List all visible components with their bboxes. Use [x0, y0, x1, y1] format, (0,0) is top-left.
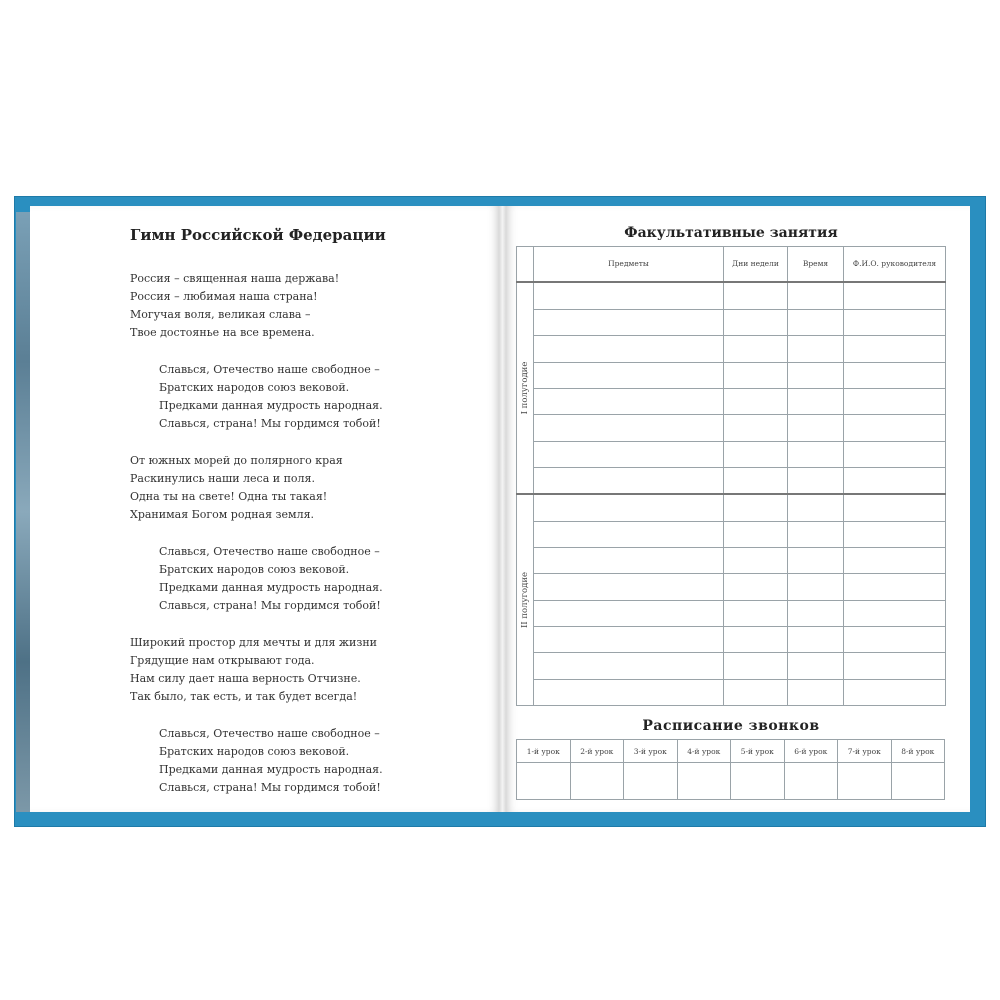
electives-cell[interactable]	[844, 574, 946, 600]
bell-entry-row	[517, 763, 945, 800]
anthem-line: Славься, Отечество наше свободное –	[159, 363, 380, 376]
electives-row	[517, 626, 946, 652]
electives-cell[interactable]	[788, 415, 844, 441]
electives-cell[interactable]	[724, 467, 788, 494]
electives-cell[interactable]	[534, 467, 724, 494]
electives-cell[interactable]	[788, 309, 844, 335]
anthem-line: Братских народов союз вековой.	[159, 381, 350, 394]
electives-cell[interactable]	[534, 600, 724, 626]
half1-label-cell	[517, 282, 534, 494]
lesson-time-cell[interactable]	[624, 763, 678, 800]
electives-cell[interactable]	[788, 574, 844, 600]
notebook-spine	[499, 206, 506, 812]
electives-cell[interactable]	[788, 388, 844, 414]
electives-cell[interactable]	[724, 388, 788, 414]
electives-cell[interactable]	[844, 282, 946, 309]
electives-cell[interactable]	[724, 521, 788, 547]
electives-cell[interactable]	[724, 336, 788, 362]
electives-cell[interactable]	[788, 521, 844, 547]
anthem-line: Грядущие нам открывают года.	[130, 654, 315, 667]
electives-cell[interactable]	[724, 282, 788, 309]
anthem-line: Раскинулись наши леса и поля.	[130, 472, 315, 485]
lesson-header: 7-й урок	[838, 740, 892, 763]
electives-row	[517, 362, 946, 388]
electives-cell[interactable]	[844, 309, 946, 335]
electives-cell[interactable]	[724, 415, 788, 441]
electives-cell[interactable]	[844, 600, 946, 626]
anthem-line: Хранимая Богом родная земля.	[130, 508, 315, 521]
electives-cell[interactable]	[844, 415, 946, 441]
anthem-line: Славься, Отечество наше свободное –	[159, 545, 380, 558]
electives-cell[interactable]	[724, 494, 788, 521]
electives-row	[517, 336, 946, 362]
electives-row	[517, 441, 946, 467]
electives-cell[interactable]	[724, 653, 788, 679]
anthem-chorus	[130, 725, 400, 797]
lesson-time-cell[interactable]	[731, 763, 785, 800]
electives-cell[interactable]	[844, 388, 946, 414]
anthem-line: Россия – священная наша держава!	[130, 272, 340, 285]
electives-row	[517, 547, 946, 573]
electives-row	[517, 282, 946, 309]
electives-cell[interactable]	[844, 362, 946, 388]
bell-schedule-table	[516, 739, 945, 800]
electives-cell[interactable]	[724, 679, 788, 705]
bell-header-row	[517, 740, 945, 763]
lesson-header: 2-й урок	[570, 740, 624, 763]
anthem-title: Гимн Российской Федерации	[130, 226, 386, 244]
electives-cell[interactable]	[534, 415, 724, 441]
electives-row	[517, 388, 946, 414]
electives-row	[517, 521, 946, 547]
anthem-chorus	[130, 543, 400, 615]
anthem-line: Славься, страна! Мы гордимся тобой!	[159, 417, 381, 430]
lesson-time-cell[interactable]	[838, 763, 892, 800]
half2-label: II полугодие	[520, 572, 530, 629]
electives-cell[interactable]	[788, 547, 844, 573]
lesson-time-cell[interactable]	[570, 763, 624, 800]
anthem-line: Предками данная мудрость народная.	[159, 763, 383, 776]
anthem-line: Россия – любимая наша страна!	[130, 290, 318, 303]
electives-cell[interactable]	[534, 626, 724, 652]
anthem-verse	[130, 270, 400, 342]
electives-cell[interactable]	[534, 336, 724, 362]
electives-header-row	[517, 247, 946, 283]
electives-cell[interactable]	[788, 494, 844, 521]
header-weekdays: Дни недели	[724, 247, 788, 283]
electives-cell[interactable]	[788, 362, 844, 388]
electives-cell[interactable]	[724, 626, 788, 652]
electives-cell[interactable]	[534, 679, 724, 705]
half1-label: I полугодие	[520, 361, 530, 415]
anthem-line: Славься, Отечество наше свободное –	[159, 727, 380, 740]
header-subjects: Предметы	[534, 247, 724, 283]
anthem-line: Твое достоянье на все времена.	[130, 326, 315, 339]
electives-row	[517, 653, 946, 679]
electives-cell[interactable]	[788, 282, 844, 309]
anthem-line: Нам силу дает наша верность Отчизне.	[130, 672, 361, 685]
anthem-line: Широкий простор для мечты и для жизни	[130, 636, 377, 649]
electives-row	[517, 494, 946, 521]
electives-cell[interactable]	[844, 494, 946, 521]
electives-cell[interactable]	[788, 653, 844, 679]
electives-table	[516, 246, 946, 706]
anthem-line: От южных морей до полярного края	[130, 454, 343, 467]
anthem-chorus	[130, 361, 400, 433]
anthem-line: Братских народов союз вековой.	[159, 563, 350, 576]
lesson-header: 8-й урок	[891, 740, 945, 763]
electives-cell[interactable]	[844, 467, 946, 494]
electives-cell[interactable]	[844, 336, 946, 362]
lesson-time-cell[interactable]	[517, 763, 571, 800]
anthem-line: Славься, страна! Мы гордимся тобой!	[159, 781, 381, 794]
electives-cell[interactable]	[534, 362, 724, 388]
electives-cell[interactable]	[788, 467, 844, 494]
header-teacher: Ф.И.О. руководителя	[844, 247, 946, 283]
lesson-header: 3-й урок	[624, 740, 678, 763]
electives-cell[interactable]	[534, 282, 724, 309]
electives-cell[interactable]	[788, 626, 844, 652]
anthem-line: Предками данная мудрость народная.	[159, 399, 383, 412]
lesson-header: 1-й урок	[517, 740, 571, 763]
electives-cell[interactable]	[788, 336, 844, 362]
electives-cell[interactable]	[534, 441, 724, 467]
electives-cell[interactable]	[534, 309, 724, 335]
electives-cell[interactable]	[724, 600, 788, 626]
lesson-header: 6-й урок	[784, 740, 838, 763]
electives-title: Факультативные занятия	[624, 225, 838, 241]
electives-cell[interactable]	[788, 679, 844, 705]
half2-label-cell	[517, 494, 534, 705]
bell-schedule-title: Расписание звонков	[642, 718, 820, 734]
electives-cell[interactable]	[534, 388, 724, 414]
anthem-line: Братских народов союз вековой.	[159, 745, 350, 758]
anthem-line: Так было, так есть, и так будет всегда!	[130, 690, 358, 703]
lesson-header: 4-й урок	[677, 740, 731, 763]
electives-row	[517, 309, 946, 335]
electives-cell[interactable]	[534, 574, 724, 600]
lesson-time-cell[interactable]	[891, 763, 945, 800]
anthem-verse	[130, 634, 400, 706]
electives-cell[interactable]	[534, 653, 724, 679]
electives-cell[interactable]	[534, 547, 724, 573]
electives-cell[interactable]	[844, 547, 946, 573]
electives-row	[517, 679, 946, 705]
electives-cell[interactable]	[844, 441, 946, 467]
electives-cell[interactable]	[724, 547, 788, 573]
anthem-text	[130, 270, 400, 816]
lesson-header: 5-й урок	[731, 740, 785, 763]
electives-cell[interactable]	[844, 521, 946, 547]
header-time: Время	[788, 247, 844, 283]
electives-row	[517, 415, 946, 441]
lesson-time-cell[interactable]	[784, 763, 838, 800]
electives-cell[interactable]	[724, 574, 788, 600]
anthem-line: Славься, страна! Мы гордимся тобой!	[159, 599, 381, 612]
electives-cell[interactable]	[534, 494, 724, 521]
electives-cell[interactable]	[844, 679, 946, 705]
electives-cell[interactable]	[788, 600, 844, 626]
anthem-verse	[130, 452, 400, 524]
lesson-time-cell[interactable]	[677, 763, 731, 800]
electives-cell[interactable]	[844, 653, 946, 679]
anthem-line: Одна ты на свете! Одна ты такая!	[130, 490, 328, 503]
electives-cell[interactable]	[724, 441, 788, 467]
electives-row	[517, 574, 946, 600]
anthem-line: Предками данная мудрость народная.	[159, 581, 383, 594]
electives-cell[interactable]	[724, 309, 788, 335]
anthem-line: Могучая воля, великая слава –	[130, 308, 311, 321]
electives-cell[interactable]	[844, 626, 946, 652]
electives-cell[interactable]	[534, 521, 724, 547]
electives-row	[517, 600, 946, 626]
electives-cell[interactable]	[724, 362, 788, 388]
electives-cell[interactable]	[788, 441, 844, 467]
electives-row	[517, 467, 946, 494]
